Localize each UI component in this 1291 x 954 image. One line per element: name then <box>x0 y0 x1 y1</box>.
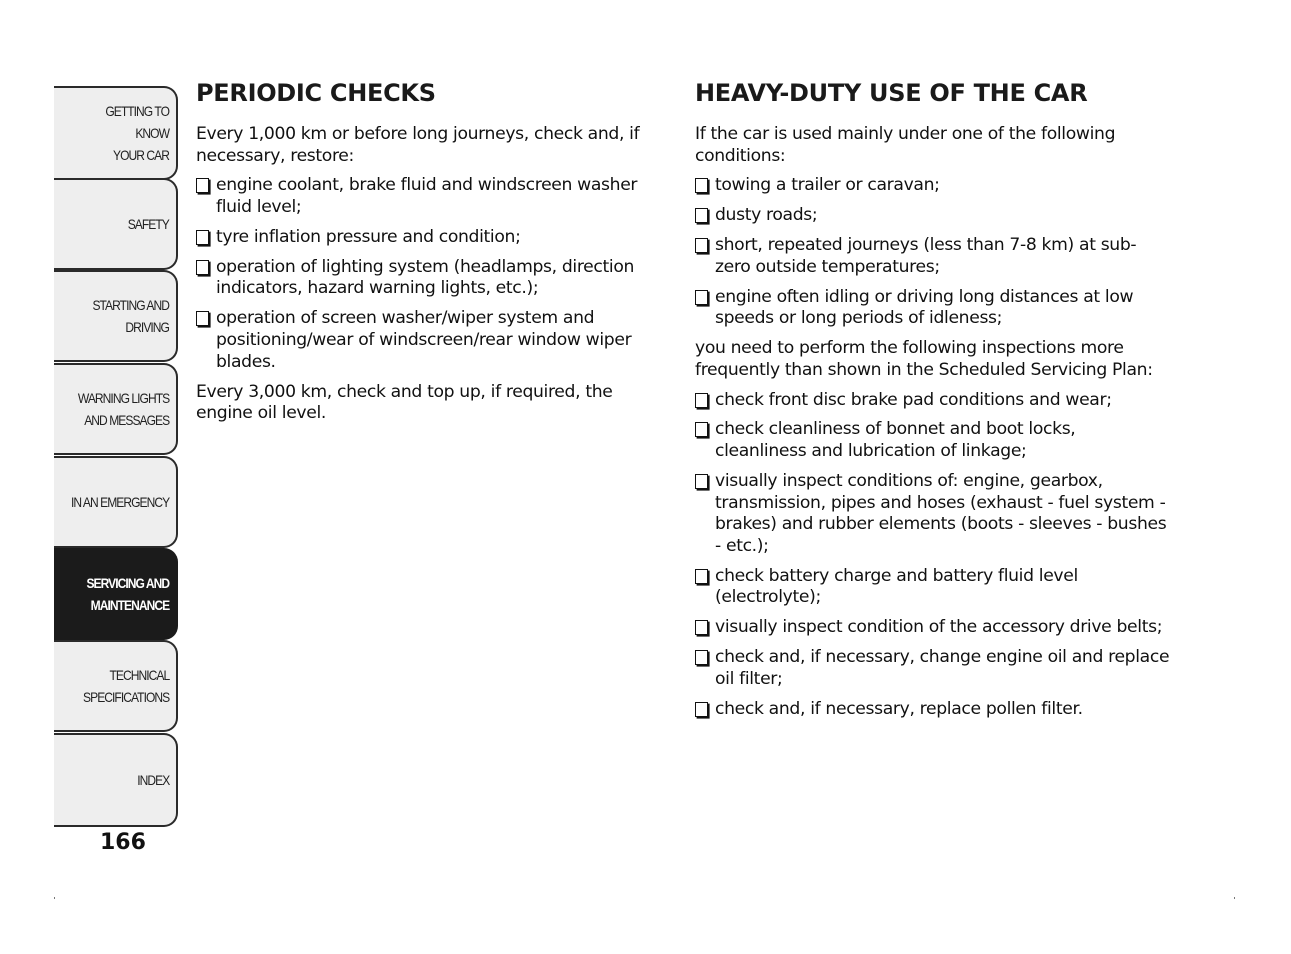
list-item <box>695 390 1170 412</box>
checkbox-icon <box>695 474 708 489</box>
checkbox-icon <box>695 393 708 408</box>
list-item-text: check and, if necessary, replace pollen filter. <box>715 698 1083 719</box>
paragraph: Every 3,000 km, check and top up, if required, the engine oil level. <box>196 381 613 424</box>
list-item <box>695 617 1170 639</box>
list-item-text: check battery charge and battery fluid level (electrolyte); <box>715 565 1078 608</box>
list-item <box>695 419 1170 462</box>
section-heading: PERIODIC CHECKS <box>196 79 436 107</box>
periodic-checks-section <box>196 78 674 433</box>
list-item-text: engine often idling or driving long distances at low speeds or long periods of idleness; <box>715 286 1134 329</box>
tab-label: GETTING TO KNOW YOUR CAR <box>105 103 169 163</box>
paragraph: If the car is used mainly under one of the following conditions: <box>695 124 1116 166</box>
tab-index[interactable] <box>54 733 178 827</box>
list-item <box>196 257 674 300</box>
list-item-text: check cleanliness of bonnet and boot locks, cleanliness and lubrication of linkage; <box>715 419 1076 462</box>
list-item <box>695 287 1170 330</box>
checkbox-icon <box>695 650 708 665</box>
list-item-text: visually inspect condition of the accessory drive belts; <box>715 617 1163 638</box>
tab-warning-lights-and-messages[interactable] <box>54 363 178 455</box>
page-number: 166 <box>100 830 146 855</box>
list-item-text: operation of lighting system (headlamps, direction indicators, hazard warning lights, etc.); <box>216 256 635 299</box>
list-item <box>695 175 1170 197</box>
list-item-text: short, repeated journeys (less than 7-8 km) at sub-zero outside temperatures; <box>715 235 1137 277</box>
list-item <box>196 227 674 249</box>
checkbox-icon <box>695 178 708 193</box>
tab-technical-specifications[interactable] <box>54 640 178 732</box>
checkbox-icon <box>695 238 708 253</box>
checkbox-icon <box>196 178 209 193</box>
checkbox-icon <box>695 422 708 437</box>
list-item <box>695 647 1170 690</box>
tab-label: INDEX <box>136 772 169 788</box>
crop-mark <box>54 897 55 899</box>
checkbox-icon <box>695 290 708 305</box>
checkbox-icon <box>695 569 708 584</box>
tab-in-an-emergency[interactable] <box>54 456 178 548</box>
list-item-text: operation of screen washer/wiper system and positioning/wear of windscreen/rear window wiper blades. <box>216 308 632 372</box>
checkbox-icon <box>695 208 708 223</box>
tab-safety[interactable] <box>54 178 178 270</box>
checkbox-icon <box>196 311 209 326</box>
list-item <box>695 471 1170 557</box>
list-item-text: visually inspect conditions of: engine, gearbox, transmission, pipes and hoses (exhaust - fuel system - brakes) and rubber elements (boots - sleeves - bushes - etc.); <box>715 471 1167 556</box>
list-item <box>196 308 674 373</box>
list-item-text: tyre inflation pressure and condition; <box>216 226 521 247</box>
list-item-text: check and, if necessary, change engine oil and replace oil filter; <box>715 647 1170 689</box>
tab-label: IN AN EMERGENCY <box>70 494 169 510</box>
list-item <box>695 699 1170 721</box>
tab-label: WARNING LIGHTS AND MESSAGES <box>77 390 169 428</box>
tab-label: STARTING AND DRIVING <box>92 297 169 335</box>
tab-getting-to-know-your-car[interactable] <box>54 86 178 180</box>
checkbox-icon <box>196 230 209 245</box>
checkbox-icon <box>695 620 708 635</box>
list-item <box>695 235 1170 278</box>
tab-label: TECHNICAL SPECIFICATIONS <box>82 667 169 705</box>
paragraph: you need to perform the following inspections more frequently than shown in the Scheduled Servicing Plan: <box>695 338 1153 380</box>
list-item <box>695 566 1170 609</box>
heavy-duty-use-section <box>695 78 1170 729</box>
list-item-text: towing a trailer or caravan; <box>715 175 940 196</box>
list-item-text: dusty roads; <box>715 205 818 226</box>
list-item-text: check front disc brake pad conditions and wear; <box>715 389 1112 410</box>
paragraph: Every 1,000 km or before long journeys, check and, if necessary, restore: <box>196 124 640 166</box>
list-item-text: engine coolant, brake fluid and windscreen washer fluid level; <box>216 175 638 217</box>
crop-mark <box>1234 897 1235 899</box>
checkbox-icon <box>695 702 708 717</box>
section-heading: HEAVY-DUTY USE OF THE CAR <box>695 79 1088 107</box>
tab-servicing-and-maintenance[interactable] <box>54 548 178 640</box>
list-item <box>695 205 1170 227</box>
list-item <box>196 175 674 218</box>
checkbox-icon <box>196 260 209 275</box>
tab-starting-and-driving[interactable] <box>54 270 178 362</box>
tab-label: SERVICING AND MAINTENANCE <box>86 575 169 613</box>
tab-label: SAFETY <box>127 216 169 232</box>
